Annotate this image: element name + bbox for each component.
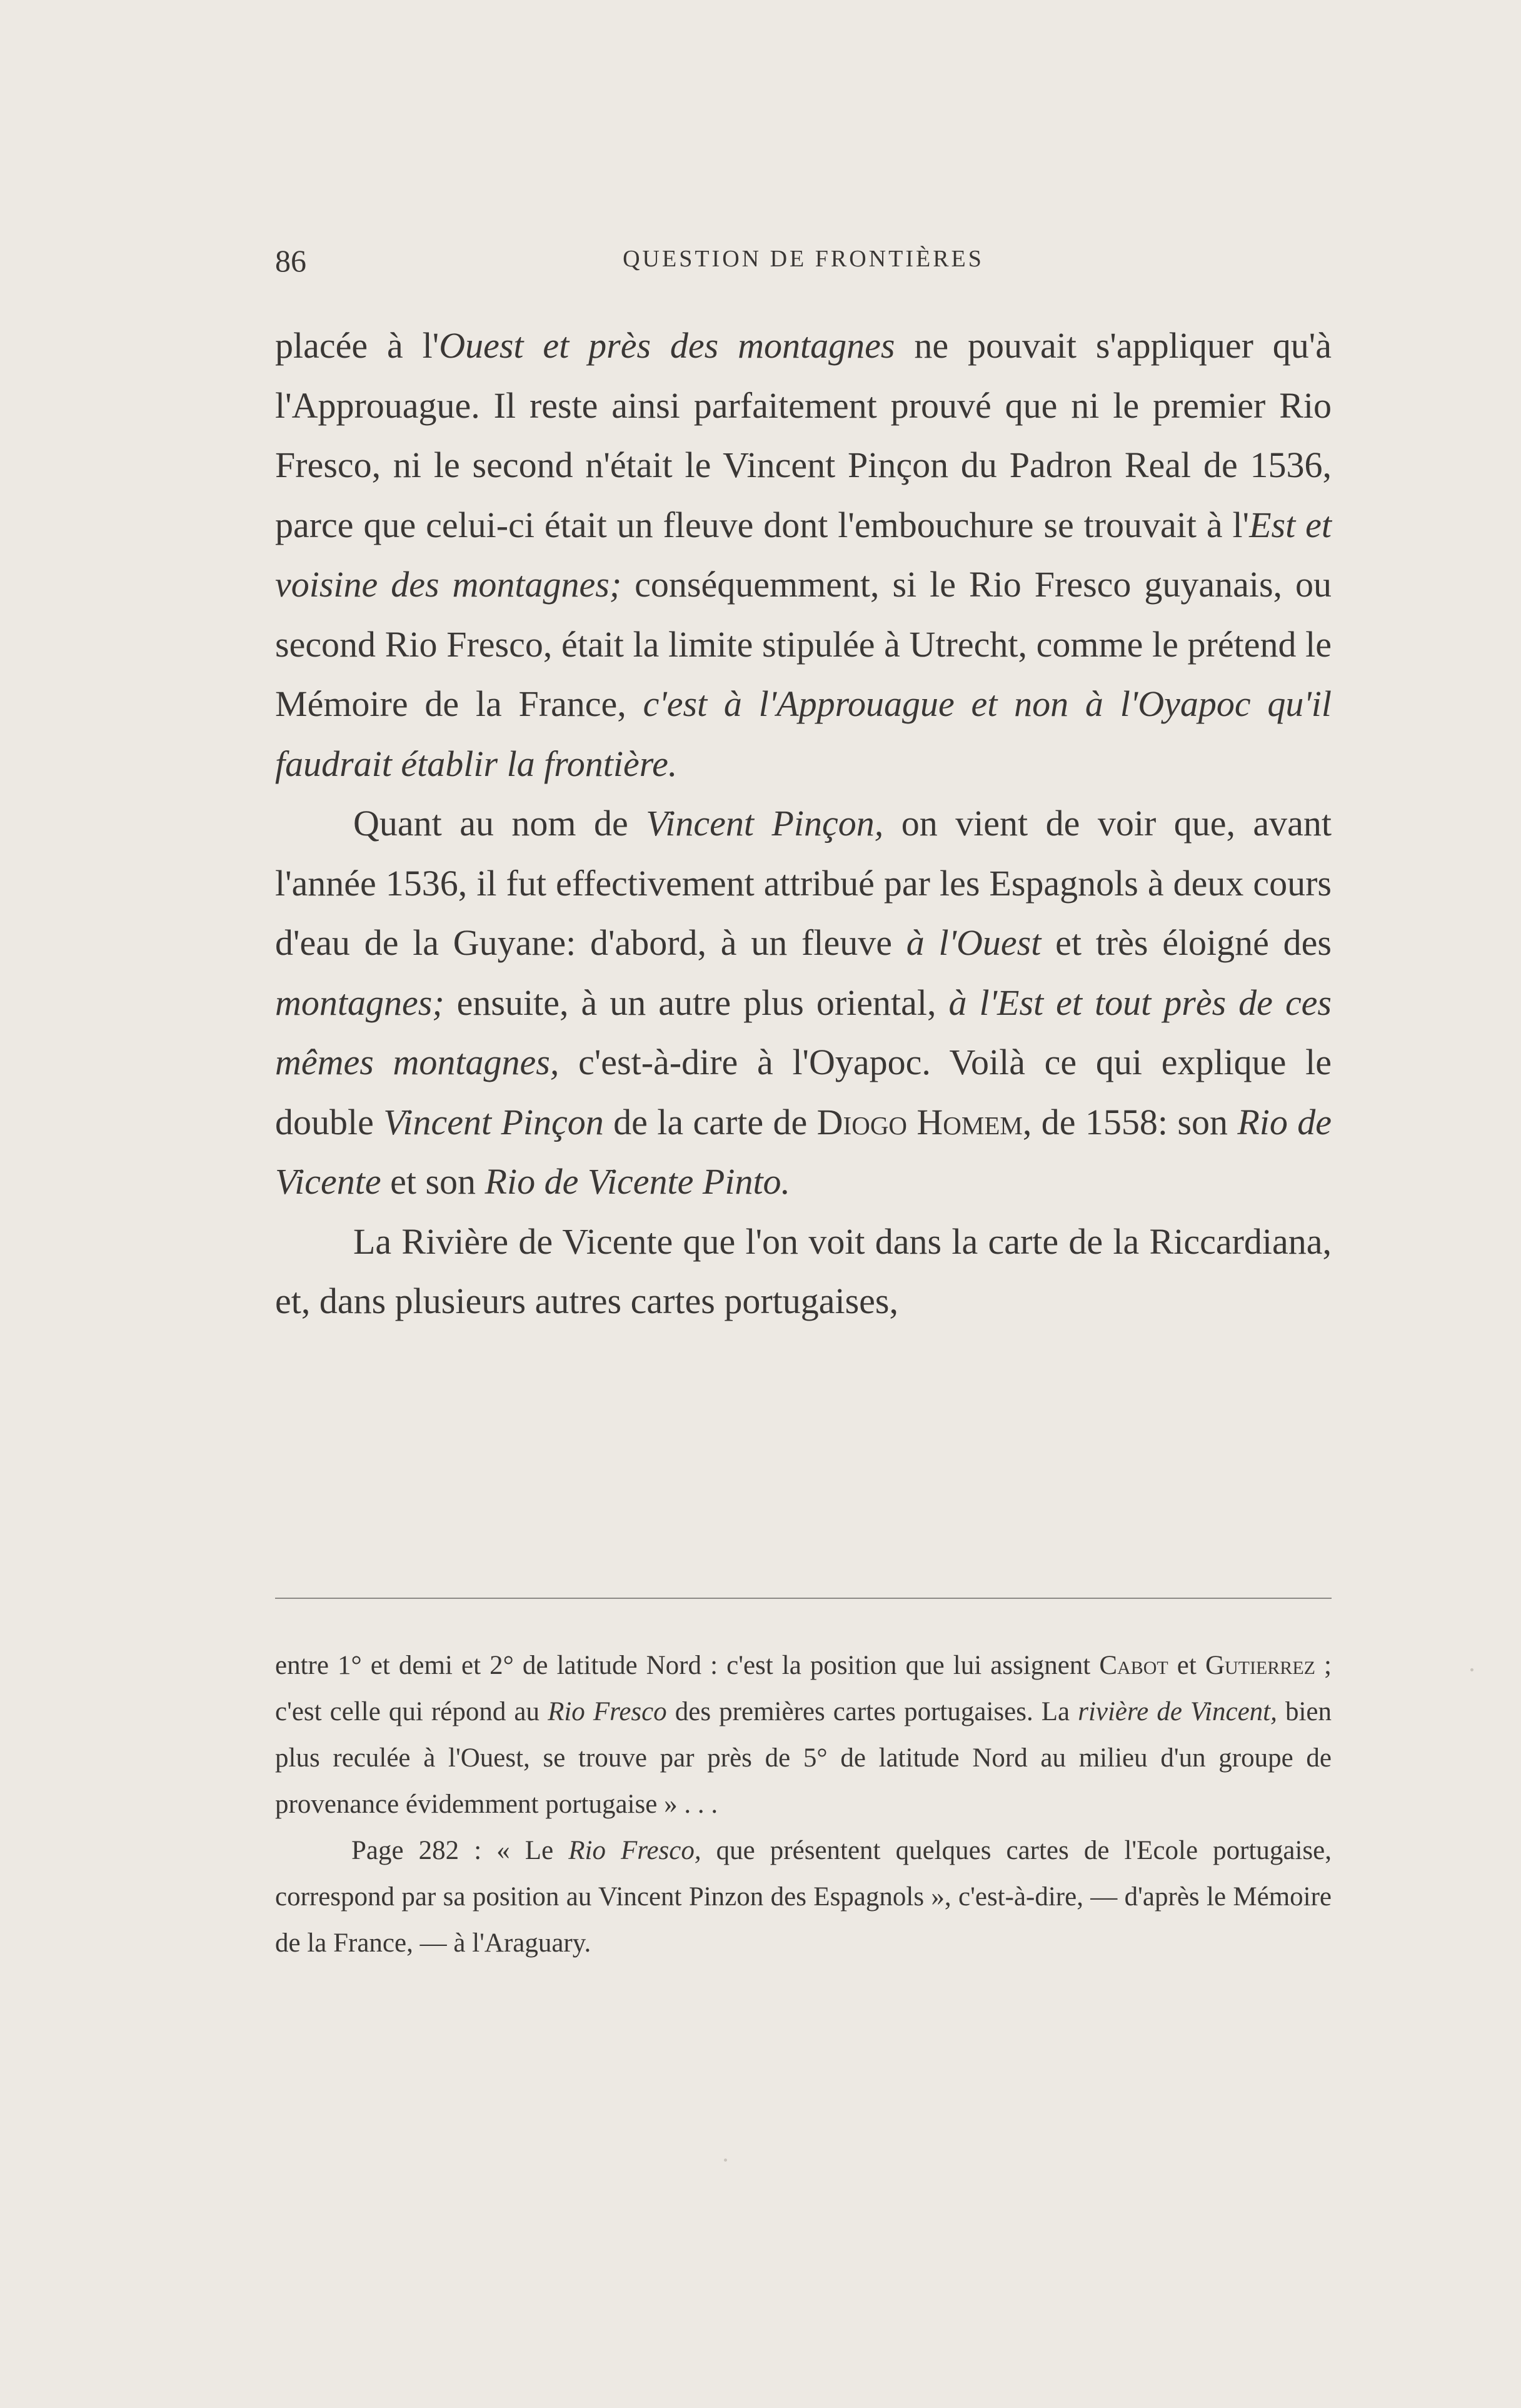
text-span: on vient de voir que, avant l'année 1536, il fut effectivement attribué par les Espagnols à deux cours d'eau de la Guyane: d'abord, à un fleuve [275,803,1332,963]
text-span: et son [381,1161,485,1202]
italic-span: Rio de Vicente Pinto. [484,1161,791,1202]
text-span: Quant au nom de [353,803,646,844]
small-caps-span: Gutierrez [1205,1651,1315,1680]
paper-speck [1470,1668,1473,1671]
paragraph-1 [275,316,1332,793]
text-span: placée à l' [275,325,439,366]
text-span: , de 1558: son [1022,1101,1238,1142]
text-span: ensuite, à un autre plus oriental, [444,982,949,1023]
italic-span: c'est à l'Approuague et non à l'Oyapoc qu'il faudrait établir la frontière. [275,683,1332,784]
footnote-rule [275,1598,1332,1599]
italic-span: Est et voisine des montagnes; [275,504,1332,605]
text-span: La Rivière de Vicente que l'on voit dans la carte de la Riccardiana, et, dans plusieurs autres cartes portugaises, [275,1221,1332,1321]
body-text [275,316,1332,1331]
text-span: et très éloigné des [1041,922,1332,963]
italic-span: montagnes; [275,982,444,1023]
italic-span: Rio Fresco, [568,1836,701,1865]
small-caps-span: Cabot [1099,1651,1168,1680]
running-head: QUESTION DE FRONTIÈRES [623,246,984,272]
italic-span: à l'Est et tout près de ces mêmes montagnes, [275,982,1332,1082]
text-span: ; c'est celle qui répond au [275,1651,1332,1726]
text-span: bien plus reculée à l'Ouest, se trouve par près de 5° de latitude Nord au milieu d'un groupe de provenance évidemment portugaise » . . . [275,1697,1332,1819]
text-span: Page 282 : « Le [351,1836,569,1865]
footnote-2 [275,1828,1332,1967]
text-span: des premières cartes portugaises. La [666,1697,1078,1726]
paper-speck [724,2159,727,2162]
footnote-1 [275,1643,1332,1828]
text-span: ne pouvait s'appliquer qu'à l'Approuague. Il reste ainsi parfaitement prouvé que ni le premier Rio Fresco, ni le second n'était le Vincent Pinçon du Padron Real de 1536, parce que celui-ci était un fleuve dont l'embouchure se trouvait à l' [275,325,1332,545]
italic-span: Vincent Pinçon, [646,803,884,844]
page-number: 86 [275,243,306,278]
small-caps-span: Diogo Homem [816,1101,1023,1142]
page-header [275,243,1332,286]
paragraph-2 [275,793,1332,1212]
text-span: et [1168,1651,1205,1680]
italic-span: Rio Fresco [548,1697,667,1726]
text-span: c'est-à-dire à l'Oyapoc. Voilà ce qui explique le double [275,1042,1332,1142]
italic-span: Vincent Pinçon [383,1101,604,1142]
text-span: conséquemment, si le Rio Fresco guyanais, ou second Rio Fresco, était la limite stipulée à Utrecht, comme le prétend le Mémoire de la France, [275,564,1332,724]
paragraph-3 [275,1212,1332,1331]
text-span: que présentent quelques cartes de l'Ecole portugaise, correspond par sa position au Vincent Pinzon des Espagnols », c'est-à-dire, — d'après le Mémoire de la France, — à l'Araguary. [275,1836,1332,1958]
italic-span: rivière de Vincent, [1078,1697,1277,1726]
text-span: de la carte de [603,1101,817,1142]
italic-span: Rio de Vicente [275,1101,1332,1202]
italic-span: à l'Ouest [906,922,1042,963]
italic-span: Ouest et près des montagnes [439,325,895,366]
footnotes [275,1643,1332,1967]
text-span: entre 1° et demi et 2° de latitude Nord : c'est la position que lui assignent [275,1651,1100,1680]
